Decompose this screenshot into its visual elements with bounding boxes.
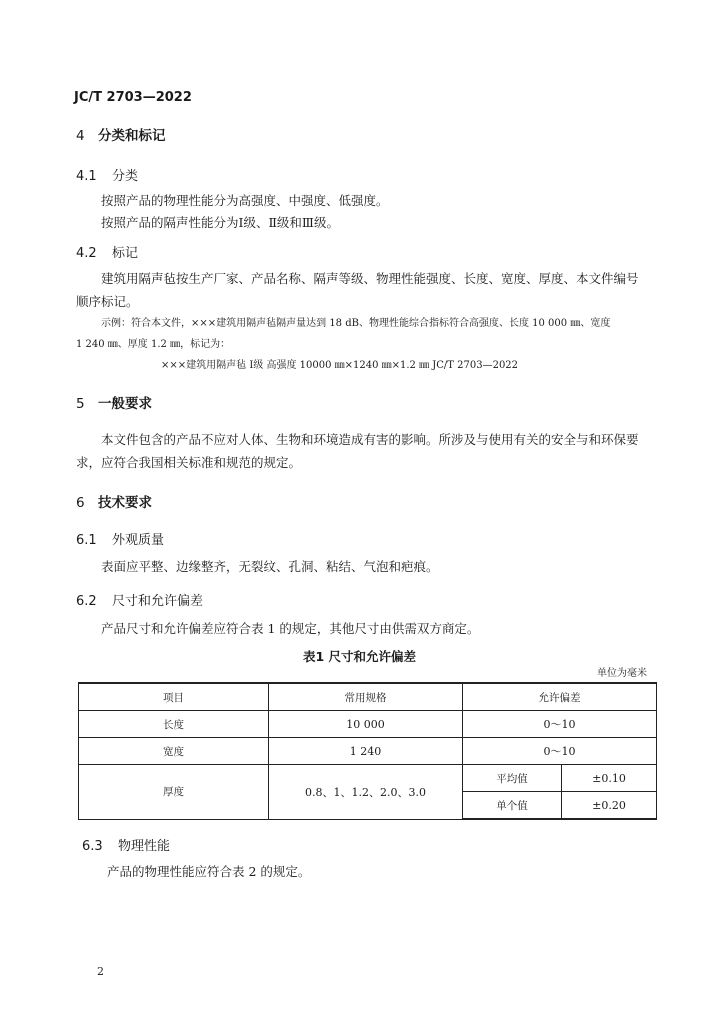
section-6-2-heading bbox=[76, 590, 203, 609]
item-cell: 厚度 bbox=[79, 765, 269, 820]
example-line: 示例：符合本文件，×××建筑用隔声毡隔声量达到 18 dB、物理性能综合指标符合高强度、长度 10 000 ㎜、宽度 bbox=[101, 318, 611, 329]
spec-cell: 0.8、1、1.2、2.0、3.0 bbox=[269, 765, 463, 820]
table-caption: 表1 尺寸和允许偏差 bbox=[303, 649, 417, 664]
section-number: 4 bbox=[76, 128, 85, 144]
table-unit: 单位为毫米 bbox=[597, 668, 647, 679]
table-header-row bbox=[79, 683, 657, 711]
section-4-2-heading bbox=[76, 242, 138, 261]
section-6-heading bbox=[76, 491, 152, 511]
section-title: 尺寸和允许偏差 bbox=[112, 594, 204, 609]
section-number: 5 bbox=[76, 396, 85, 412]
paragraph-line: 产品尺寸和允许偏差应符合表 1 的规定，其他尺寸由供需双方商定。 bbox=[101, 621, 480, 636]
section-title: 一般要求 bbox=[98, 396, 152, 412]
section-title: 标记 bbox=[112, 246, 139, 261]
sub-label-cell: 单个值 bbox=[463, 792, 562, 820]
section-number: 4.1 bbox=[76, 169, 97, 184]
paragraph-line: 产品的物理性能应符合表 2 的规定。 bbox=[107, 864, 311, 879]
section-number: 6.1 bbox=[76, 533, 97, 548]
section-number: 4.2 bbox=[76, 246, 97, 261]
document-code: JC/T 2703—2022 bbox=[74, 90, 192, 105]
section-title: 外观质量 bbox=[112, 533, 165, 548]
tolerance-cell: ±0.10 bbox=[562, 765, 657, 792]
header-cell: 允许偏差 bbox=[463, 683, 657, 711]
section-title: 物理性能 bbox=[118, 839, 171, 854]
section-4-heading bbox=[76, 124, 166, 144]
spec-cell: 1 240 bbox=[269, 738, 463, 765]
tolerance-cell: 0～10 bbox=[463, 738, 657, 765]
item-cell: 宽度 bbox=[79, 738, 269, 765]
table-row bbox=[79, 711, 657, 738]
spec-cell: 10 000 bbox=[269, 711, 463, 738]
section-5-heading bbox=[76, 392, 152, 412]
paragraph-line: 按照产品的物理性能分为高强度、中强度、低强度。 bbox=[101, 193, 389, 208]
paragraph-line: 表面应平整、边缘整齐，无裂纹、孔洞、粘结、气泡和疤痕。 bbox=[101, 559, 439, 574]
section-title: 分类和标记 bbox=[98, 128, 166, 144]
table-row bbox=[79, 738, 657, 765]
tolerance-cell: ±0.20 bbox=[562, 792, 657, 820]
header-cell: 项目 bbox=[79, 683, 269, 711]
paragraph-line: 按照产品的隔声性能分为Ⅰ级、Ⅱ级和Ⅲ级。 bbox=[101, 215, 339, 230]
paragraph-line: 本文件包含的产品不应对人体、生物和环境造成有害的影响。所涉及与使用有关的安全与和环保要 bbox=[101, 432, 639, 447]
section-6-3-heading bbox=[82, 835, 170, 854]
table-row bbox=[79, 765, 657, 792]
paragraph-line: 建筑用隔声毡按生产厂家、产品名称、隔声等级、物理性能强度、长度、宽度、厚度、本文件编号 bbox=[101, 271, 639, 286]
section-number: 6.2 bbox=[76, 594, 97, 609]
section-4-1-heading bbox=[76, 165, 138, 184]
sub-label-cell: 平均值 bbox=[463, 765, 562, 792]
section-title: 技术要求 bbox=[98, 495, 152, 511]
dimension-table bbox=[78, 682, 657, 820]
example-line: 1 240 ㎜、厚度 1.2 ㎜，标记为： bbox=[76, 339, 231, 350]
item-cell: 长度 bbox=[79, 711, 269, 738]
paragraph-line: 顺序标记。 bbox=[76, 294, 139, 309]
header-cell: 常用规格 bbox=[269, 683, 463, 711]
section-number: 6.3 bbox=[82, 839, 103, 854]
tolerance-cell: 0～10 bbox=[463, 711, 657, 738]
marking-example: ×××建筑用隔声毡 Ⅰ级 高强度 10000 ㎜×1240 ㎜×1.2 ㎜ JC/T 2703—2022 bbox=[161, 360, 519, 371]
section-6-1-heading bbox=[76, 529, 164, 548]
section-title: 分类 bbox=[112, 169, 139, 184]
page-number: 2 bbox=[97, 965, 104, 978]
paragraph-line: 求，应符合我国相关标准和规范的规定。 bbox=[76, 455, 302, 470]
section-number: 6 bbox=[76, 495, 85, 511]
